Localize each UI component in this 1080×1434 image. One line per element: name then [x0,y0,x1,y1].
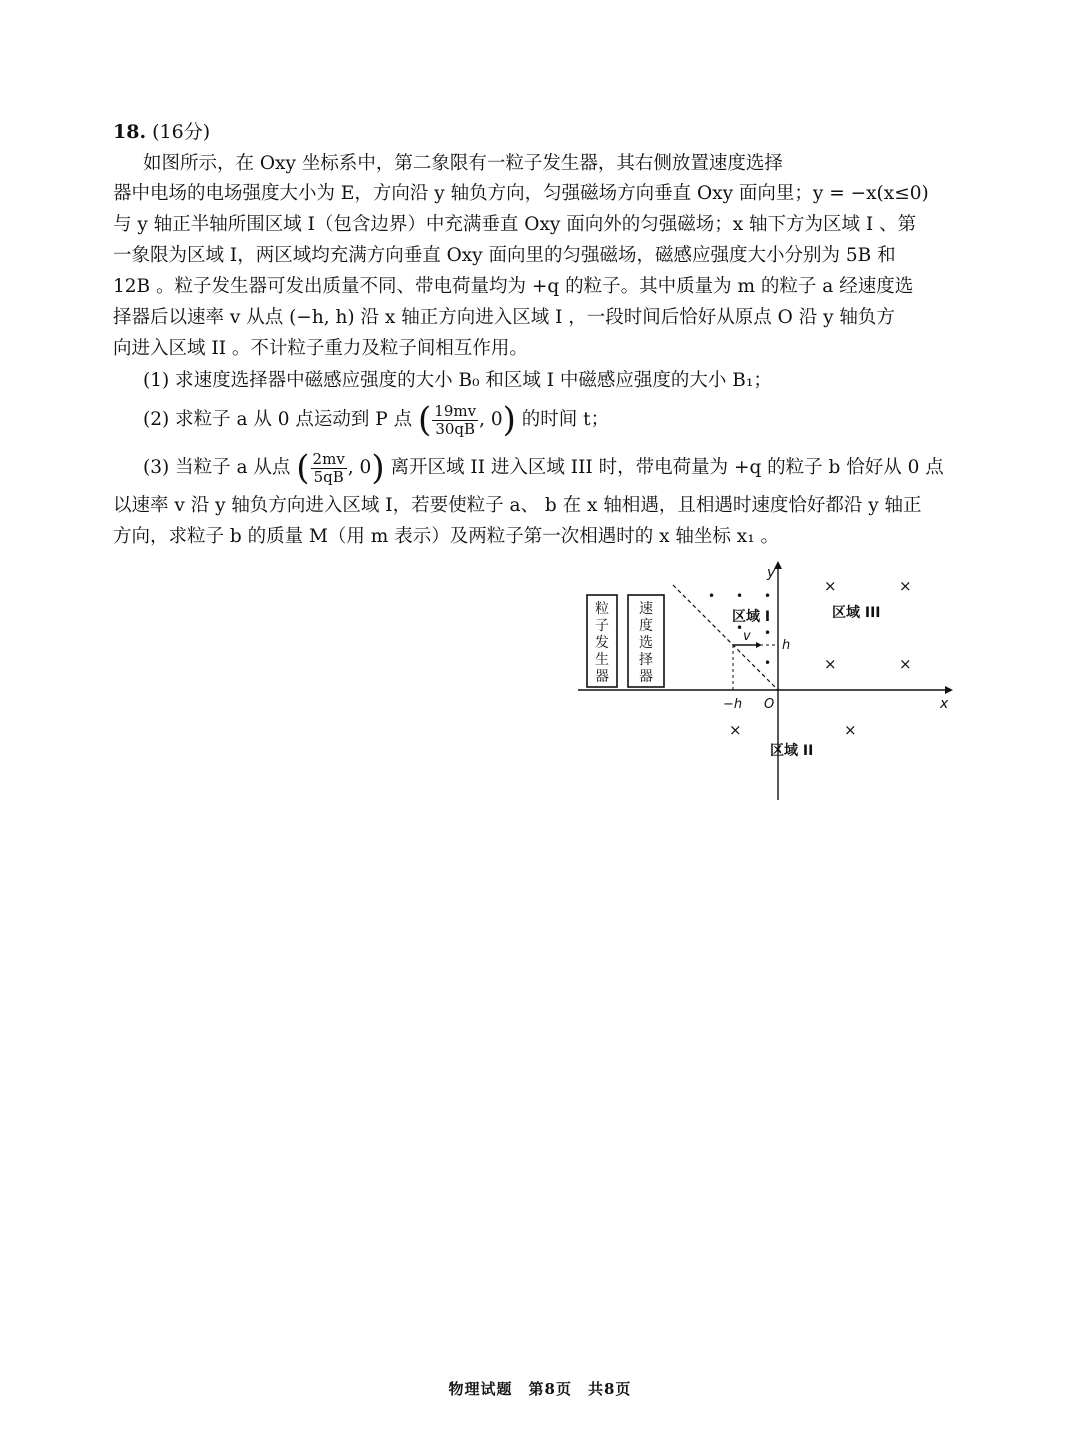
question-header [113,118,210,146]
paren-right: ) [371,448,385,488]
velocity-arrowhead [756,642,762,648]
subquestion-3-line-2: 以速率 v 沿 y 轴负方向进入区域 I，若要使粒子 a、 b 在 x 轴相遇，且相遇时速度恰好都沿 y 轴正 [113,495,922,516]
origin-label: O [764,697,775,712]
stem-line-1: 如图所示，在 Oxy 坐标系中，第二象限有一粒子发生器，其右侧放置速度选择 [143,153,783,174]
field-dot: • [764,626,772,640]
paren-left: ( [418,400,432,440]
neg-h-label: −h [723,697,743,712]
x-axis-arrow [945,686,953,694]
field-cross: × [899,577,912,595]
stem-line-7: 向进入区域 II 。不计粒子重力及粒子间相互作用。 [113,338,528,359]
subquestion-2 [143,399,609,441]
subquestion-3-text: (3) 当粒子 a 从点 [143,457,291,478]
stem-line-2: 器中电场的电场强度大小为 E，方向沿 y 轴负方向，匀强磁场方向垂直 Oxy 面向里；y = −x(x≤0) [113,183,929,204]
h-label: h [782,638,791,653]
stem-line-4: 一象限为区域 I，两区域均充满方向垂直 Oxy 面向里的匀强磁场，磁感应强度大小分别为 5B 和 [113,245,896,266]
region-1-label: 区域 I [732,609,771,625]
stem-line-5: 12B 。粒子发生器可发出质量不同、带电荷量均为 +q 的粒子。其中质量为 m 的粒子 a 经速度选 [113,276,914,297]
fraction-denominator: 30qB [435,419,476,438]
paren-right: ) [502,400,516,440]
fraction-numerator: 19mv [434,401,477,420]
fraction-p-x [432,403,478,438]
subquestion-3-tail: 离开区域 II 进入区域 III 时，带电荷量为 +q 的粒子 b 恰好从 0 点 [390,457,944,478]
stem-line-3: 与 y 轴正半轴所围区域 I（包含边界）中充满垂直 Oxy 面向外的匀强磁场；x 轴下方为区域 I 、第 [113,214,917,235]
fraction-numerator: 2mv [312,449,345,468]
field-cross: × [729,721,742,739]
subquestion-2-text: (2) 求粒子 a 从 0 点运动到 P 点 [143,409,413,430]
velocity-selector-label: 速度选择器 [639,601,653,685]
velocity-label: v [743,629,751,644]
field-dot: • [764,589,772,603]
page-footer: 物理试题 第8页 共8页 [448,1380,632,1398]
field-dot: • [736,589,744,603]
fraction-denominator: 5qB [313,467,344,486]
field-dot: • [764,656,772,670]
field-cross: × [824,577,837,595]
field-cross: × [844,721,857,739]
question-number: 18. [113,121,147,143]
field-diagram [570,555,960,805]
point-y: , 0 [347,457,372,478]
region-2-label: 区域 II [770,743,814,759]
field-dot: • [736,621,744,635]
field-cross: × [899,655,912,673]
paren-left: ( [296,448,310,488]
subquestion-3 [143,447,944,489]
stem-line-6: 择器后以速率 v 从点 (−h, h) 沿 x 轴正方向进入区域 I ，一段时间后恰好从原点 O 沿 y 轴负方 [113,307,895,328]
subquestion-1: (1) 求速度选择器中磁感应强度的大小 B₀ 和区域 I 中磁感应强度的大小 B₁； [143,370,772,391]
x-axis-label: x [940,696,949,712]
boundary-line [673,585,778,690]
field-cross: × [824,655,837,673]
subquestion-3-line-3: 方向，求粒子 b 的质量 M（用 m 表示）及两粒子第一次相遇时的 x 轴坐标 x₁ 。 [113,526,780,547]
field-dot: • [708,589,716,603]
subquestion-2-tail: 的时间 t； [521,409,610,430]
question-points: (16分) [152,121,211,143]
region-3-label: 区域 III [832,605,881,621]
point-y: , 0 [479,409,503,430]
y-axis-label: y [767,565,776,581]
particle-generator-label: 粒子发生器 [595,601,609,685]
fraction-point-x [311,451,347,486]
